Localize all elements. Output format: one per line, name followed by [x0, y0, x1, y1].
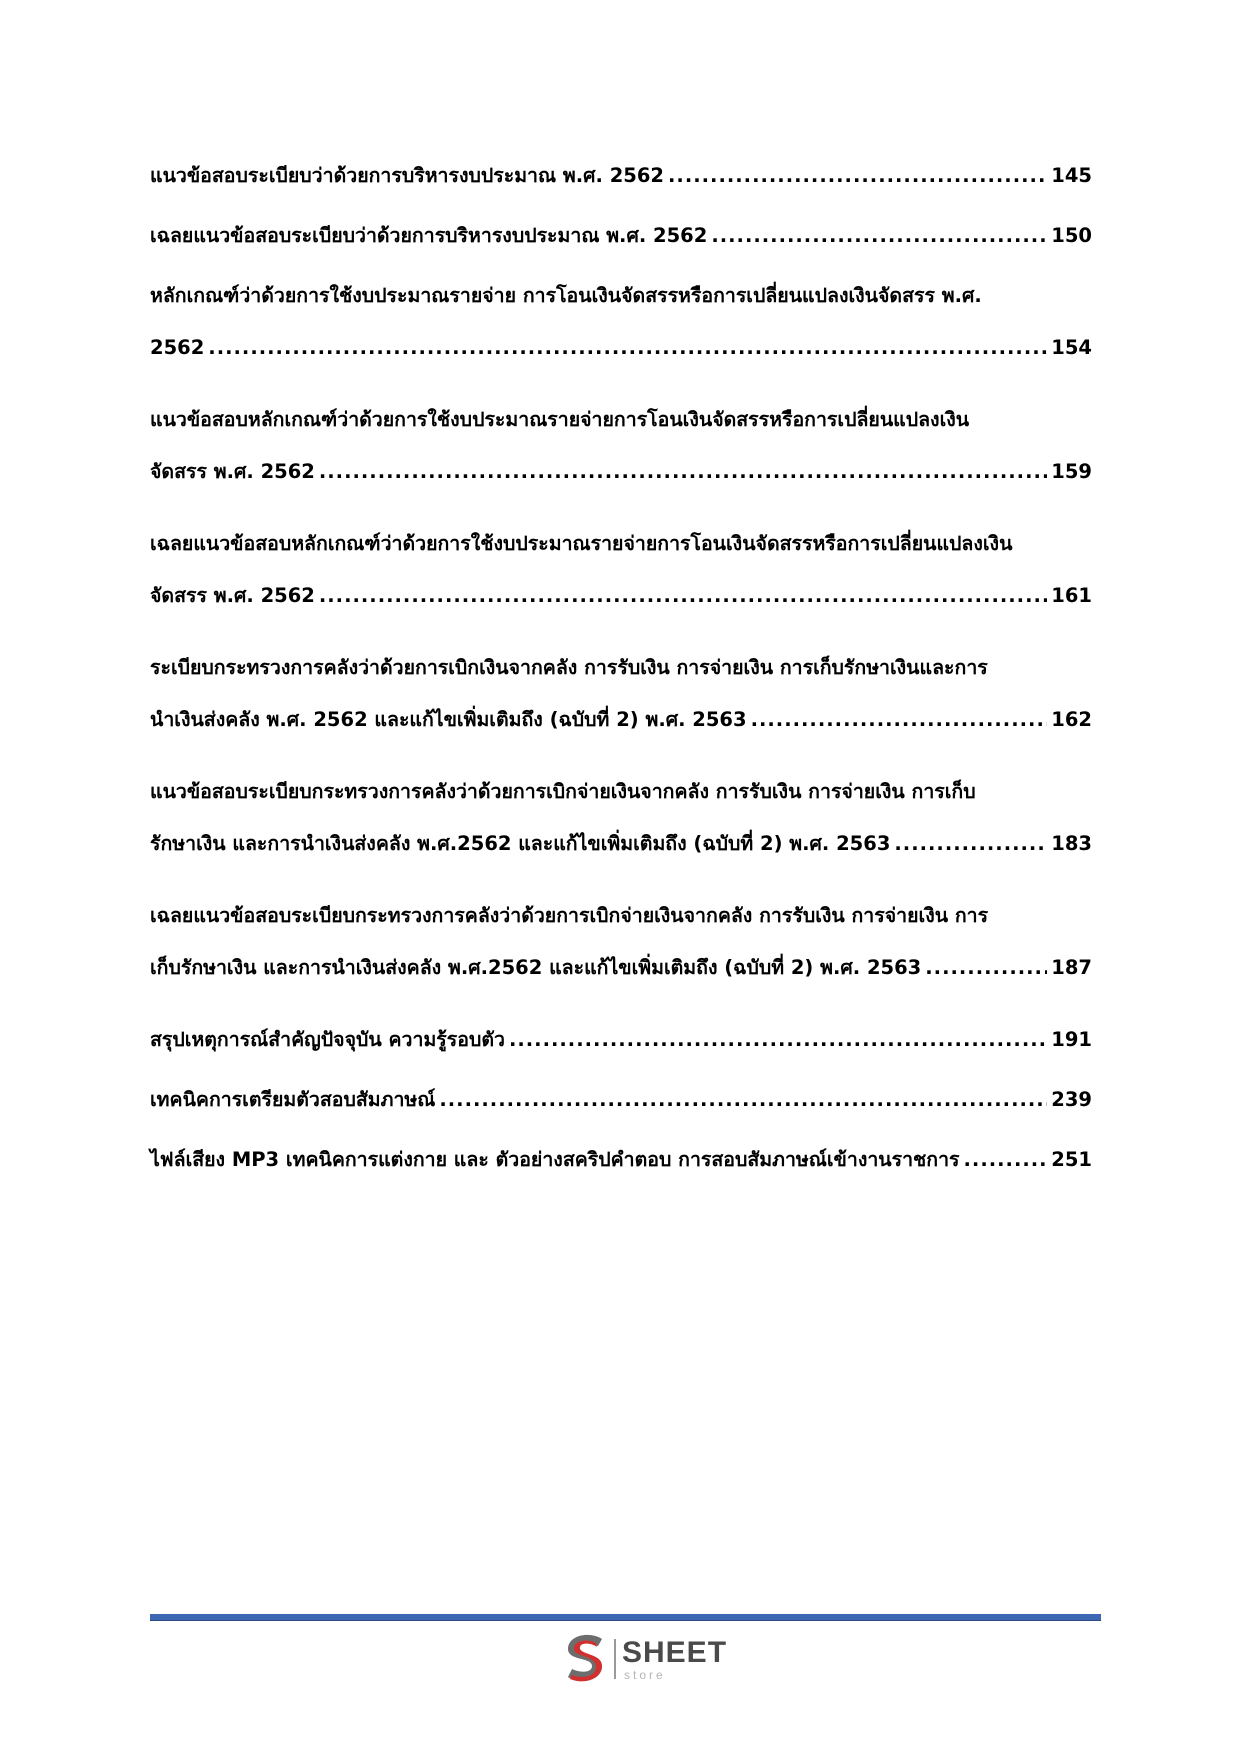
toc-entry-title: แนวข้อสอบระเบียบว่าด้วยการบริหารงบประมาณ พ.ศ. 2562	[150, 164, 664, 187]
toc-entry-last-line	[150, 446, 1092, 498]
toc-entry[interactable]	[150, 394, 1092, 498]
logo-brand-sub: store	[624, 1667, 666, 1682]
toc-entry-title: 2562	[150, 336, 205, 359]
toc-page-number: 150	[1051, 224, 1092, 247]
toc-entry[interactable]	[150, 270, 1092, 374]
toc-page-number: 251	[1051, 1148, 1092, 1171]
toc-page-number: 187	[1051, 956, 1092, 979]
toc-entry-title: เก็บรักษาเงิน และการนำเงินส่งคลัง พ.ศ.2562 และแก้ไขเพิ่มเติมถึง (ฉบับที่ 2) พ.ศ. 2563	[150, 956, 922, 979]
toc-entry-last-line	[150, 210, 1092, 262]
toc-entry-title: ไฟล์เสียง MP3 เทคนิคการแต่งกาย และ ตัวอย่างสคริปคำตอบ การสอบสัมภาษณ์เข้างานราชการ	[150, 1148, 960, 1171]
sheet-store-logo	[562, 1632, 727, 1686]
toc-entry-title: รักษาเงิน และการนำเงินส่งคลัง พ.ศ.2562 และแก้ไขเพิ่มเติมถึง (ฉบับที่ 2) พ.ศ. 2563	[150, 832, 891, 855]
toc-entry-title: นำเงินส่งคลัง พ.ศ. 2562 และแก้ไขเพิ่มเติมถึง (ฉบับที่ 2) พ.ศ. 2563	[150, 708, 747, 731]
logo-brand-word: SHEET	[622, 1635, 728, 1669]
toc-leader-dots	[964, 1134, 1048, 1186]
toc-entry[interactable]	[150, 1074, 1092, 1126]
toc-entry-title-line: เฉลยแนวข้อสอบระเบียบกระทรวงการคลังว่าด้วยการเบิกจ่ายเงินจากคลัง การรับเงิน การจ่ายเงิน การ	[150, 904, 989, 927]
toc-leader-dots	[668, 150, 1047, 202]
toc-page-number: 239	[1051, 1088, 1092, 1111]
toc-entry[interactable]	[150, 766, 1092, 870]
toc-page-number: 183	[1051, 832, 1092, 855]
toc-entry[interactable]	[150, 210, 1092, 262]
table-of-contents	[150, 150, 1092, 1194]
toc-leader-dots	[319, 570, 1047, 622]
toc-entry-last-line	[150, 570, 1092, 622]
toc-entry[interactable]	[150, 642, 1092, 746]
footer-divider	[150, 1614, 1101, 1621]
toc-entry-last-line	[150, 942, 1092, 994]
toc-entry[interactable]	[150, 518, 1092, 622]
sheet-store-logo-mark-icon	[562, 1633, 608, 1685]
toc-entry[interactable]	[150, 890, 1092, 994]
toc-entry[interactable]	[150, 1134, 1092, 1186]
toc-entry-last-line	[150, 694, 1092, 746]
toc-page-number: 162	[1051, 708, 1092, 731]
toc-entry[interactable]	[150, 1014, 1092, 1066]
toc-entry-last-line	[150, 322, 1092, 374]
toc-page-number: 161	[1051, 584, 1092, 607]
toc-page-number: 145	[1051, 164, 1092, 187]
toc-entry-title: เทคนิคการเตรียมตัวสอบสัมภาษณ์	[150, 1088, 436, 1111]
toc-entry-title-line: แนวข้อสอบระเบียบกระทรวงการคลังว่าด้วยการเบิกจ่ายเงินจากคลัง การรับเงิน การจ่ายเงิน การเก็บ	[150, 780, 976, 803]
toc-entry-title: จัดสรร พ.ศ. 2562	[150, 460, 315, 483]
toc-leader-dots	[925, 942, 1047, 994]
toc-leader-dots	[751, 694, 1048, 746]
toc-entry-last-line	[150, 1014, 1092, 1066]
toc-leader-dots	[208, 322, 1047, 374]
toc-entry-title: สรุปเหตุการณ์สำคัญปัจจุบัน ความรู้รอบตัว	[150, 1028, 505, 1051]
logo-wordmark	[622, 1635, 728, 1682]
toc-entry-title: เฉลยแนวข้อสอบระเบียบว่าด้วยการบริหารงบประมาณ พ.ศ. 2562	[150, 224, 708, 247]
toc-entry-title: จัดสรร พ.ศ. 2562	[150, 584, 315, 607]
toc-page-number: 154	[1051, 336, 1092, 359]
logo-separator	[614, 1639, 616, 1679]
toc-page-number: 159	[1051, 460, 1092, 483]
toc-entry-title-line: แนวข้อสอบหลักเกณฑ์ว่าด้วยการใช้งบประมาณรายจ่ายการโอนเงินจัดสรรหรือการเปลี่ยนแปลงเงิน	[150, 408, 970, 431]
toc-entry-last-line	[150, 1074, 1092, 1126]
toc-entry-last-line	[150, 150, 1092, 202]
toc-leader-dots	[711, 210, 1047, 262]
toc-entry[interactable]	[150, 150, 1092, 202]
toc-page-number: 191	[1051, 1028, 1092, 1051]
toc-leader-dots	[509, 1014, 1047, 1066]
toc-entry-title-line: เฉลยแนวข้อสอบหลักเกณฑ์ว่าด้วยการใช้งบประมาณรายจ่ายการโอนเงินจัดสรรหรือการเปลี่ยนแปลงเงิน	[150, 532, 1013, 555]
toc-leader-dots	[439, 1074, 1047, 1126]
toc-entry-title-line: ระเบียบกระทรวงการคลังว่าด้วยการเบิกเงินจากคลัง การรับเงิน การจ่ายเงิน การเก็บรักษาเงินและการ	[150, 656, 988, 679]
toc-entry-last-line	[150, 818, 1092, 870]
toc-entry-last-line	[150, 1134, 1092, 1186]
toc-entry-title-line: หลักเกณฑ์ว่าด้วยการใช้งบประมาณรายจ่าย การโอนเงินจัดสรรหรือการเปลี่ยนแปลงเงินจัดสรร พ.ศ.	[150, 284, 982, 307]
toc-leader-dots	[319, 446, 1047, 498]
toc-leader-dots	[894, 818, 1047, 870]
